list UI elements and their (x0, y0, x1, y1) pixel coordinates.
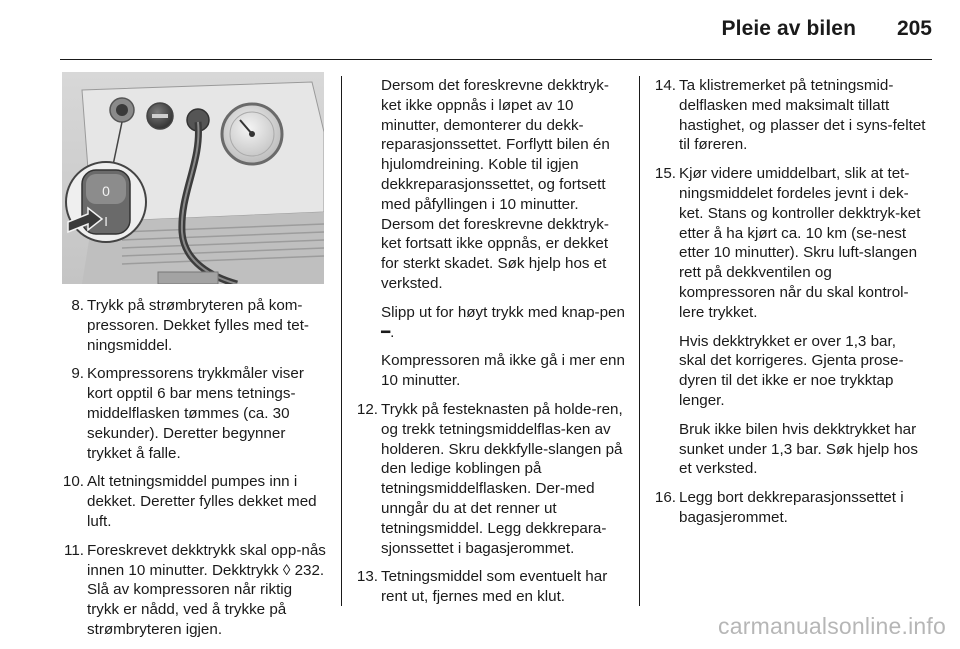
paragraph: Dersom det foreskrevne dekktryk-ket ikke oppnås i løpet av 10 minutter, demonterer du dekk-reparasjonssettet. Forflytt bilen én hjulomdreining. Koble til igjen dekkreparasjonssettet, og fortsett med påfyllingen i 10 minutter. Dersom det foreskrevne dekktryk-ket fortsatt ikke oppnås, er dekket for sterkt skadet. Søk hjelp hos et verksted. (381, 77, 610, 292)
page-number: 205 (896, 17, 932, 40)
column-divider-1 (341, 76, 342, 606)
list-item: 14. Ta klistremerket på tetningsmid-delflasken med maksimalt tillatt hastighet, og plasser det i syns-feltet til føreren. (654, 77, 926, 154)
page-reference-text: 232. Slå av kompressoren når riktig trykk er nådd, ved å trykke på strømbryteren igjen. (87, 561, 325, 638)
column-1 (60, 72, 328, 649)
compressor-illustration (62, 72, 324, 284)
steps-list-4 (652, 488, 926, 528)
list-item: 10. Alt tetningsmiddel pumpes inn i dekket. Deretter fylles dekket med luft. (62, 473, 317, 530)
steps-list-2 (354, 400, 626, 607)
paragraph: Hvis dekktrykket er over 1,3 bar, skal det korrigeres. Gjenta prose-dyren til det ikke er noe trykktap lenger. (679, 332, 904, 409)
page-header (0, 0, 960, 62)
paragraph: Bruk ikke bilen hvis dekktrykket har sunket under 1,3 bar. Søk hjelp hos et verksted. (679, 420, 918, 478)
list-item: 15. Kjør videre umiddelbart, slik at tet-ningsmiddelet fordeles jevnt i dek-ket. Stans og kontroller dekktryk-ket etter å ha kjørt ca. 10 km (se-nest etter 10 minutter). Skru luft-slangen rett på dekkventilen og kompressoren når du skal kontrol-lere trykket. (654, 165, 921, 321)
page-reference-arrow-icon[interactable]: ◊ (282, 561, 291, 579)
compressor-illustration-svg (62, 72, 324, 284)
header-rule (60, 59, 932, 60)
switch-off-mark: I (104, 214, 108, 229)
paragraph: Slipp ut for høyt trykk med knap-pen ━. (381, 303, 625, 341)
column-divider-2 (639, 76, 640, 606)
watermark: carmanualsonline.info (718, 613, 946, 639)
deflate-button-symbol-icon: ━ (381, 323, 391, 341)
steps-list-3 (652, 76, 926, 323)
list-item: 11. Foreskrevet dekktrykk skal opp-nås innen 10 minutter. Dekktrykk ◊ 232. Slå av kompressoren når riktig trykk er nådd, ved å trykke på strømbryteren igjen. (64, 541, 326, 638)
page-title: Pleie av bilen (721, 17, 856, 40)
list-item: 13. Tetningsmiddel som eventuelt har rent ut, fjernes med en klut. (356, 568, 608, 606)
column-3 (652, 76, 926, 537)
paragraph: Kompressoren må ikke gå i mer enn 10 minutter. (381, 352, 625, 390)
steps-list-1 (60, 296, 328, 640)
list-item: 8. Trykk på strømbryteren på kom-pressoren. Dekket fylles med tet-ningsmiddel. (71, 297, 309, 354)
switch-on-mark: 0 (102, 183, 110, 199)
list-item: 16. Legg bort dekkreparasjonssettet i bagasjerommet. (654, 489, 904, 526)
list-item: 12. Trykk på festeknasten på holde-ren, og trekk tetningsmiddelflas-ken av holderen. Skru dekkfylle-slangen på den ledige koblingen på tetningsmiddelflasken. Der-med unngår du at det renner ut tetningsmiddel. Legg dekkrepara-sjonssettet i bagasjerommet. (356, 400, 623, 557)
column-2 (354, 76, 626, 616)
list-item: 9. Kompressorens trykkmåler viser kort opptil 6 bar mens tetnings-middelflasken tømmes (ca. 30 sekunder). Deretter begynner trykket å falle. (71, 365, 304, 462)
